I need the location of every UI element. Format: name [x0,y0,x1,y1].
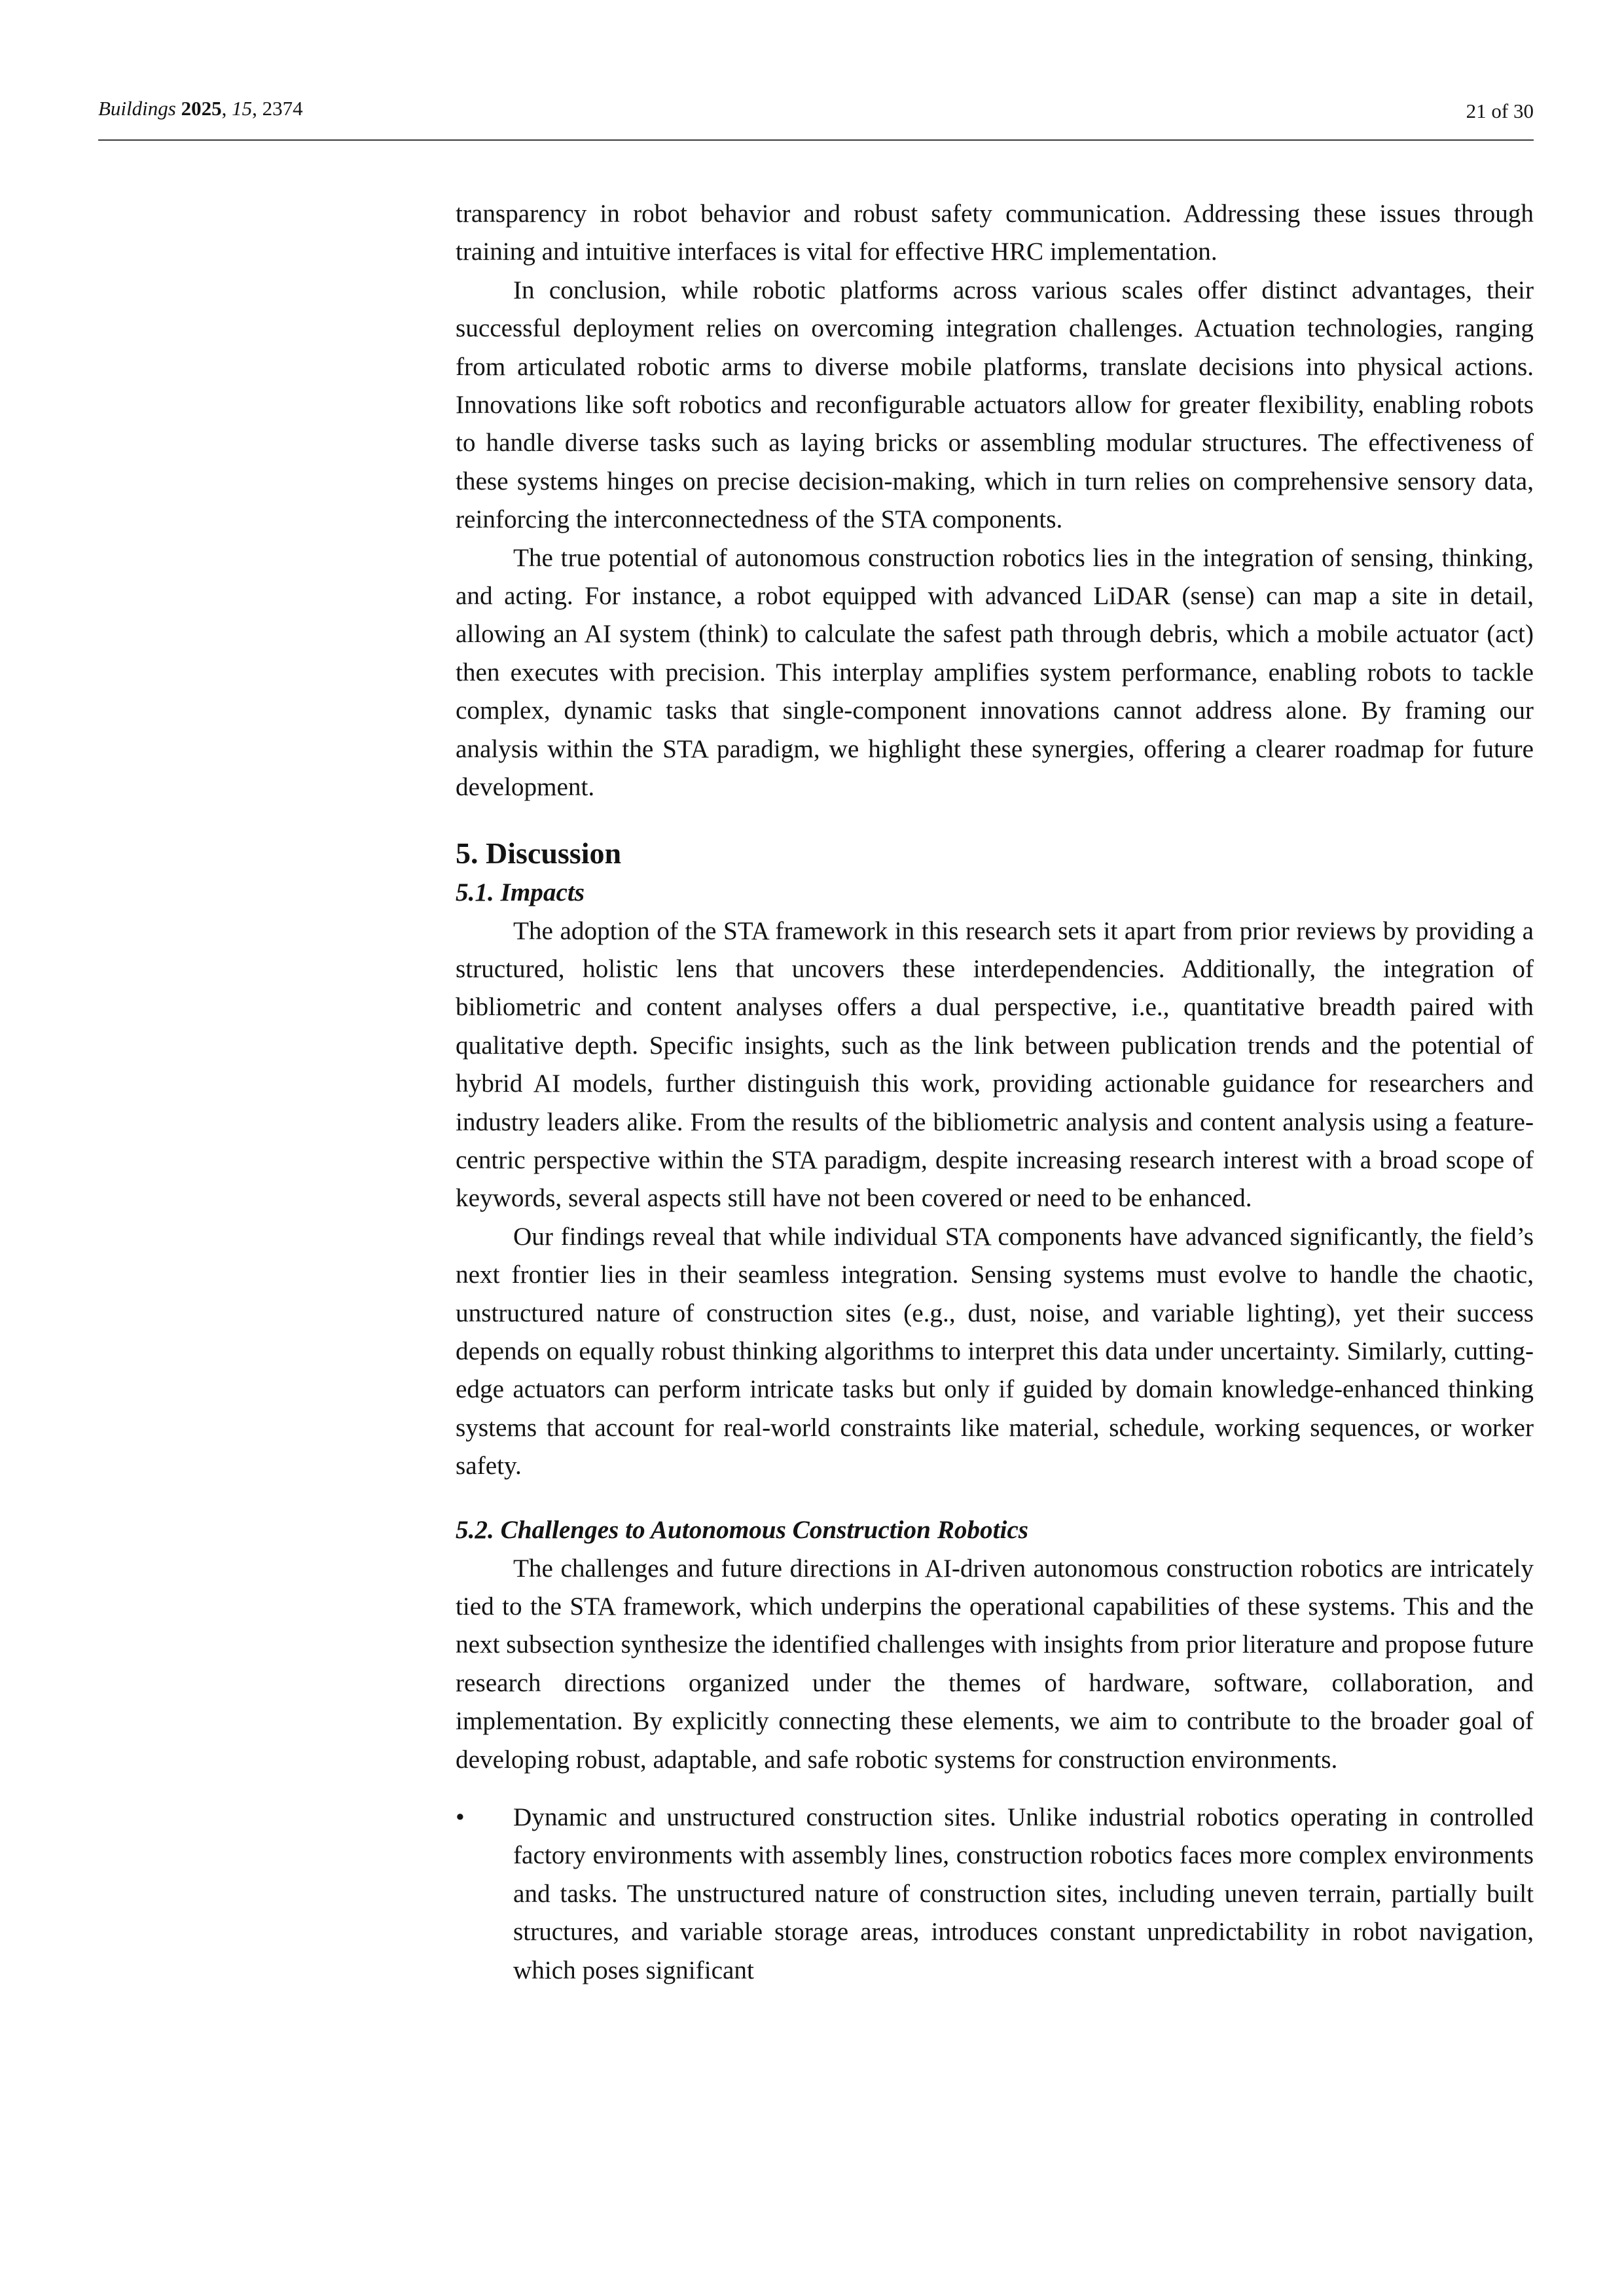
paragraph: Our findings reveal that while individual STA components have advanced significantly, the field’s next frontier lies in their seamless integration. Sensing systems must evolve to handle the chaotic, unstructured nature of construction sites (e.g., dust, noise, and variable lighting), yet their success depends on equally robust thinking algorithms to interpret this data under uncertainty. Similarly, cutting-edge actuators can perform intricate tasks but only if guided by domain knowledge-enhanced thinking systems that account for real-world constraints like material, schedule, working sequences, or worker safety. [456,1222,1534,1480]
subsection-heading: 5.1. Impacts [456,878,585,906]
bullet-list [456,1799,1534,1990]
paragraph: The challenges and future directions in AI-driven autonomous construction robotics are intricately tied to the STA framework, which underpins the operational capabilities of these systems. This and the next subsection synthesize the identified challenges with insights from prior literature and propose future research directions organized under the themes of hardware, software, collaboration, and implementation. By explicitly connecting these elements, we aim to contribute to the broader goal of developing robust, adaptable, and safe robotic systems for construction environments. [456,1554,1534,1774]
running-header [98,96,1534,127]
paragraph: The adoption of the STA framework in this research sets it apart from prior reviews by providing a structured, holistic lens that uncovers these interdependencies. Additionally, the integration of bibliometric and content analyses offers a dual perspective, i.e., quantitative breadth paired with qualitative depth. Specific insights, such as the link between publication trends and the potential of hybrid AI models, further distinguish this work, providing actionable guidance for researchers and industry leaders alike. From the results of the bibliometric analysis and content analysis using a feature-centric perspective within the STA paradigm, despite increasing research interest with a broad scope of keywords, several aspects still have not been covered or need to be enhanced. [456,916,1534,1213]
paragraph: The true potential of autonomous construction robotics lies in the integration of sensing, thinking, and acting. For instance, a robot equipped with advanced LiDAR (sense) can map a site in detail, allowing an AI system (think) to calculate the safest path through debris, which a mobile actuator (act) then executes with precision. This interplay amplifies system performance, enabling robots to tackle complex, dynamic tasks that single-component innovations cannot address alone. By framing our analysis within the STA paradigm, we highlight these synergies, offering a clearer roadmap for future development. [456,543,1534,802]
list-item [456,1799,1534,1990]
article-number: 2374 [262,97,303,120]
subsection-heading: 5.2. Challenges to Autonomous Construction Robotics [456,1515,1029,1544]
list-item-text: Dynamic and unstructured construction sites. Unlike industrial robotics operating in controlled factory environments with assembly lines, construction robotics faces more complex environments and tasks. The unstructured nature of construction sites, including uneven terrain, partially built structures, and variable storage areas, introduces constant unpredictability in robot navigation, which poses significant [513,1803,1534,1984]
paragraph: transparency in robot behavior and robust safety communication. Addressing these issues through training and intuitive interfaces is vital for effective HRC implementation. [456,200,1534,266]
journal-volume: 15 [232,97,253,120]
paragraph: In conclusion, while robotic platforms across various scales offer distinct advantages, their successful deployment relies on overcoming integration challenges. Actuation technologies, ranging from articulated robotic arms to diverse mobile platforms, translate decisions into physical actions. Innovations like soft robotics and reconfigurable actuators allow for greater flexibility, enabling robots to handle diverse tasks such as laying bricks or assembling modular structures. The effectiveness of these systems hinges on precise decision-making, which in turn relies on comprehensive sensory data, reinforcing the interconnectedness of the STA components. [456,276,1534,534]
body-text [456,195,1534,1990]
section-heading: 5. Discussion [456,836,622,870]
header-rule [98,139,1534,141]
bullet-icon: • [456,1803,465,1832]
page-number: 21 of 30 [1466,99,1534,122]
journal-name: Buildings [98,97,176,120]
journal-year: 2025 [181,97,222,120]
journal-citation: Buildings 2025, 15, 2374 [98,97,303,120]
